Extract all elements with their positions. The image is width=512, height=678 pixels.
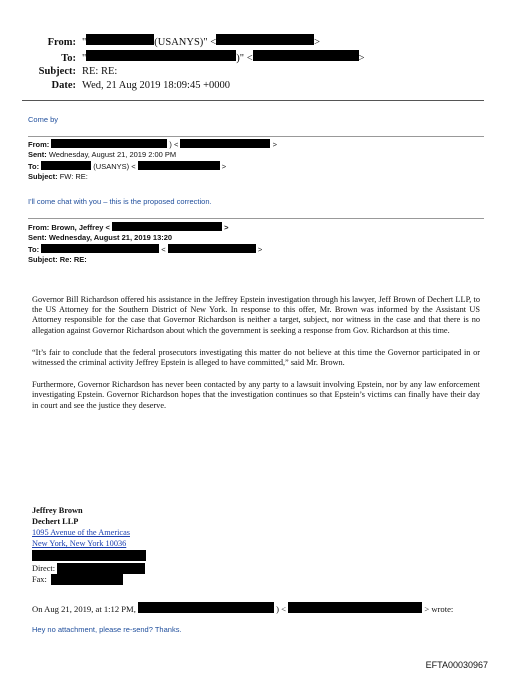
fwd1-subject-label: Subject:: [28, 172, 58, 181]
fwd2-from-row: From: Brown, Jeffrey < >: [28, 223, 229, 232]
redaction: [112, 222, 222, 231]
quote-suffix: > wrote:: [424, 604, 454, 614]
fwd2-to-row: To: < >: [28, 245, 263, 254]
fwd2-to-label: To:: [28, 245, 40, 254]
header-from-label: From:: [47, 37, 76, 48]
address-link-street[interactable]: 1095 Avenue of the Americas: [32, 528, 130, 537]
fwd2-sent-row: [28, 233, 172, 243]
reply-text: Hey no attachment, please re-send? Thanks.: [32, 625, 182, 634]
header-date-value: Wed, 21 Aug 2019 18:09:45 +0000: [82, 79, 230, 91]
fwd2-subject-value: Re: RE:: [59, 255, 87, 264]
header-from-row: From: " (USANYS)" < >: [22, 34, 365, 50]
fwd1-to-mid: (USANYS) <: [93, 162, 136, 171]
document-id: EFTA00030967: [425, 660, 488, 670]
divider: [22, 100, 484, 101]
header-date-label: Date:: [51, 79, 76, 91]
reply-text: Come by: [28, 115, 59, 124]
fwd2-sent-label: Sent:: [28, 233, 47, 242]
redaction: [51, 574, 123, 585]
header-to-row: To: " )" < >: [22, 50, 365, 66]
fwd2-from-value: Brown, Jeffrey <: [51, 223, 110, 232]
signature-name: Jeffrey Brown: [32, 506, 83, 515]
header-subject-value: RE: RE:: [82, 66, 118, 77]
redaction: [138, 161, 220, 170]
fwd1-from-row: From: ) < >: [28, 140, 277, 149]
signature-fax-label: Fax:: [32, 575, 47, 584]
quote-prefix: On Aug 21, 2019, at 1:12 PM,: [32, 604, 136, 614]
header-to-value: )" <: [236, 52, 253, 64]
header-from-value: (USANYS)" <: [154, 37, 217, 48]
signature-block: [32, 505, 146, 585]
signature-direct-row: [32, 563, 146, 574]
signature-direct-label: Direct:: [32, 564, 56, 573]
fwd1-to-row: To: (USANYS) < >: [28, 162, 227, 171]
redaction: [288, 602, 422, 613]
fwd1-sent-value: Wednesday, August 21, 2019 2:00 PM: [48, 150, 177, 159]
signature-firm: Dechert LLP: [32, 517, 79, 526]
redaction: [138, 602, 274, 613]
fwd2-sent-value: Wednesday, August 21, 2019 13:20: [48, 233, 173, 242]
fwd1-sent-row: [28, 150, 176, 160]
fwd2-subject-label: Subject:: [28, 255, 58, 264]
fwd1-to-label: To:: [28, 162, 40, 171]
email-header: [22, 34, 365, 92]
fwd1-subject-value: FW: RE:: [59, 172, 88, 181]
header-subject-row: [22, 65, 365, 79]
body-paragraph: Governor Bill Richardson offered his assistance in the Jeffrey Epstein investigation through his lawyer, Jeff Brown of Dechert LLP, to the US Attorney for the Southern District of New York. In response to this offer, Mr. Brown was informed by the Assistant US Attorney responsible for the case that Governor Richardson is neither a target, subject, nor witness in the case and that there is no allegation against Governor Richardson about which the government is seeking a response from Gov. Richardson at this time.: [32, 295, 480, 335]
fwd2-subject-row: [28, 255, 87, 265]
signature-fax-row: [32, 574, 146, 585]
divider: [28, 218, 484, 219]
quote-mid: ) <: [276, 604, 287, 614]
redaction: [41, 161, 91, 170]
address-link-city[interactable]: New York, New York 10036: [32, 539, 127, 548]
body-paragraph: “It’s fair to conclude that the federal prosecutors investigating this matter do not believe at this time the Governor participated in or witnessed the criminal activity Jeffrey Epstein is alleged to have committed,” said Mr. Brown.: [32, 347, 480, 368]
fwd1-subject-row: [28, 172, 88, 182]
redaction: [32, 550, 146, 561]
redaction: [168, 244, 256, 253]
redaction: [57, 563, 145, 574]
redaction: [253, 50, 359, 61]
body-paragraph: Furthermore, Governor Richardson has never been contacted by any party to a lawsuit involving Epstein, nor by any law enforcement investigating Epstein. Governor Richardson hopes that the investigation continues so that Epstein’s victims can finally have their day in court and see the justice they deserve.: [32, 380, 480, 410]
email-body: [32, 295, 480, 423]
header-to-label: To:: [61, 52, 76, 64]
header-subject-label: Subject:: [38, 66, 76, 77]
fwd1-sent-label: Sent:: [28, 150, 47, 159]
quote-line: [32, 602, 453, 614]
fwd1-from-label: From:: [28, 140, 50, 149]
redaction: [86, 34, 154, 45]
redaction: [216, 34, 314, 45]
redaction: [51, 139, 167, 148]
divider: [28, 136, 484, 137]
header-date-row: [22, 79, 365, 93]
redaction: [86, 50, 236, 61]
redaction: [180, 139, 270, 148]
redaction: [41, 244, 159, 253]
fwd2-from-label: From:: [28, 223, 50, 232]
reply-text: I'll come chat with you – this is the proposed correction.: [28, 197, 212, 206]
